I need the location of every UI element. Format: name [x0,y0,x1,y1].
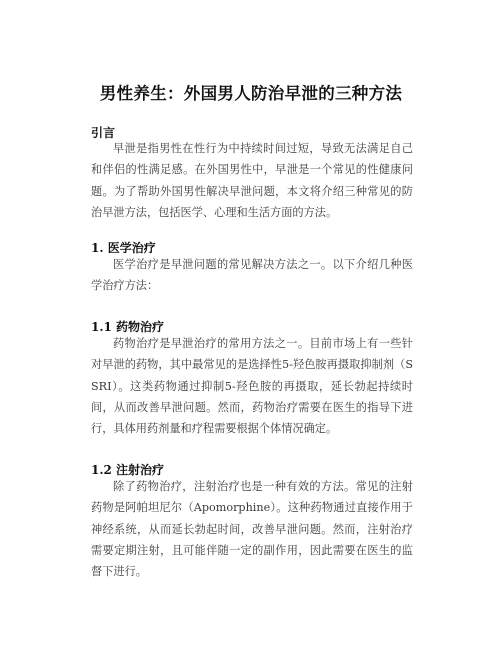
section-paragraph-drug-therapy: 药物治疗是早泄治疗的常用方法之一。目前市场上有一些针对早泄的药物，其中最常见的是选择性5-羟色胺再摄取抑制剂（SSRI）。这类药物通过抑制5-羟色胺的再摄取，延长勃起持续时间，从而改善早泄问题。然而，药物治疗需要在医生的指导下进行，具体用药剂量和疗程需要根据个体情况确定。 [91,337,413,436]
section-paragraph-medical: 医学治疗是早泄问题的常见解决方法之一。以下介绍几种医学治疗方法： [91,258,413,293]
section-heading-intro: 引言 [91,126,116,140]
document-title: 男性养生：外国男人防治早泄的三种方法 [99,84,403,103]
section-heading-injection-therapy: 1.2 注射治疗 [91,463,165,477]
section-heading-medical: 1. 医学治疗 [91,241,156,255]
section-paragraph-injection-therapy: 除了药物治疗，注射治疗也是一种有效的方法。常见的注射药物是阿帕坦尼尔（Apomorphine）。这种药物通过直接作用于神经系统，从而延长勃起时间，改善早泄问题。然而，注射治疗需要定期注射，且可能伴随一定的副作用，因此需要在医生的监督下进行。 [91,480,413,579]
section-paragraph-intro: 早泄是指男性在性行为中持续时间过短，导致无法满足自己和伴侣的性满足感。在外国男性中，早泄是一个常见的性健康问题。为了帮助外国男性解决早泄问题，本文将介绍三种常见的防治早泄方法，包括医学、心理和生活方面的方法。 [91,142,413,219]
section-heading-drug-therapy: 1.1 药物治疗 [91,320,165,334]
